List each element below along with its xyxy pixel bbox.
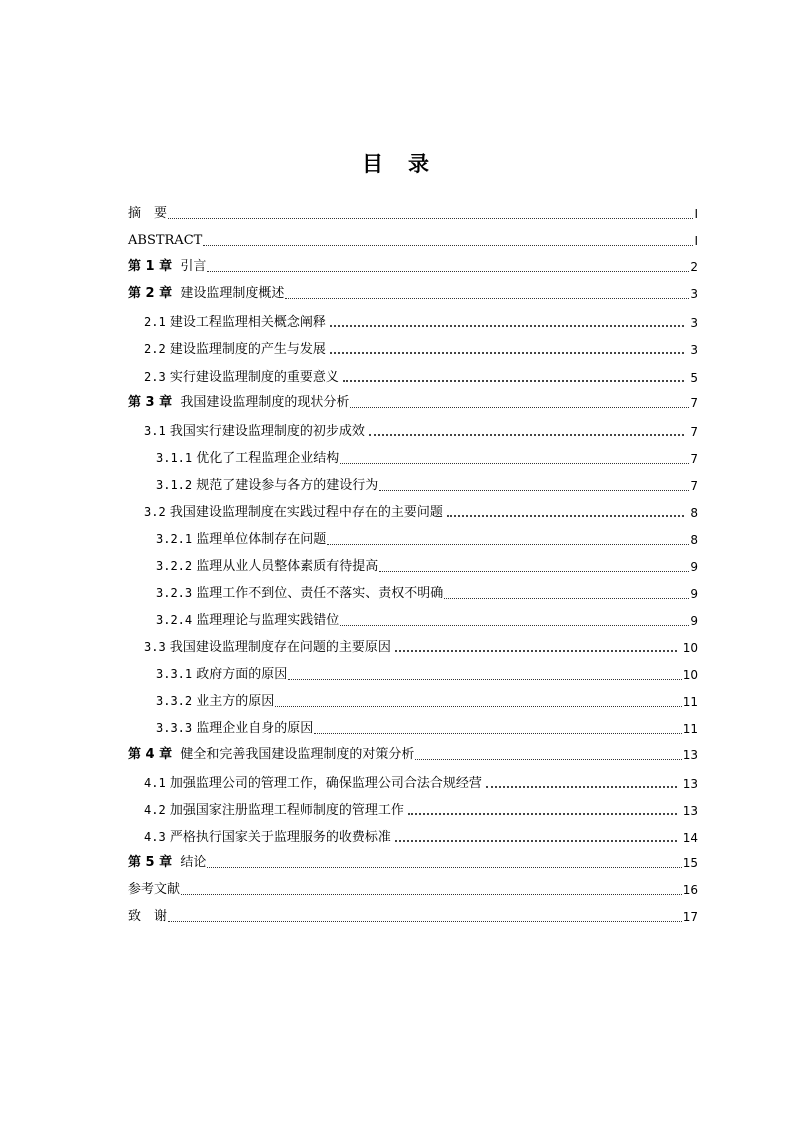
toc-page-number: 7 (690, 479, 698, 493)
toc-section-number: 3.2 (144, 505, 166, 519)
toc-label: 我国建设监理制度的现状分析 (180, 395, 350, 410)
toc-page-number: 8 (690, 506, 698, 520)
toc-entry-abstract-cn[interactable] (128, 200, 698, 222)
toc-label: 我国建设监理制度存在问题的主要原因 (169, 640, 391, 655)
toc-page-number: 11 (682, 695, 698, 709)
toc-label: 我国建设监理制度在实践过程中存在的主要问题 (169, 505, 443, 520)
toc-entry-section-3-3-2[interactable] (156, 688, 698, 710)
toc-section-number: 3.1.1 (156, 451, 193, 465)
toc-entry-section-2-3[interactable] (144, 364, 698, 386)
toc-label: 监理从业人员整体素质有待提高 (196, 559, 379, 574)
toc-label: ABSTRACT (128, 233, 203, 248)
toc-section-number: 2.3 (144, 370, 166, 384)
toc-page-number: 17 (682, 910, 698, 924)
toc-label: 引言 (180, 259, 207, 274)
toc-page-number: 14 (682, 831, 698, 845)
toc-label: 加强监理公司的管理工作，确保监理公司合法合规经营 (169, 776, 482, 791)
toc-entry-section-4-2[interactable] (144, 797, 698, 819)
toc-entry-section-3-3[interactable] (144, 634, 698, 656)
toc-label: 监理工作不到位、责任不落实、责权不明确 (196, 586, 444, 601)
toc-entry-section-3-2-3[interactable] (156, 580, 698, 602)
toc-entry-section-3-2-1[interactable] (156, 526, 698, 548)
toc-label: 结论 (180, 855, 207, 870)
toc-label: 加强国家注册监理工程师制度的管理工作 (169, 803, 404, 818)
toc-page-number: 13 (682, 777, 698, 791)
toc-label: 监理单位体制存在问题 (196, 532, 327, 547)
toc-section-number: 3.3 (144, 640, 166, 654)
toc-section-number: 3.2.4 (156, 613, 193, 627)
toc-entry-chapter-2[interactable] (128, 280, 698, 302)
toc-entry-chapter-1[interactable] (128, 253, 698, 275)
toc-label: 致 谢 (128, 909, 168, 924)
toc-entry-section-4-1[interactable] (144, 770, 698, 792)
toc-section-number: 2.1 (144, 315, 166, 329)
toc-entry-abstract-en[interactable] (128, 227, 698, 249)
toc-section-number: 3.2.2 (156, 559, 193, 573)
toc-page-number: I (694, 207, 698, 221)
toc-label: 健全和完善我国建设监理制度的对策分析 (180, 747, 415, 762)
toc-page-number: 3 (690, 316, 698, 330)
toc-entry-section-2-2[interactable] (144, 336, 698, 358)
toc-section-number: 3.1 (144, 424, 166, 438)
toc-section-number: 3.2.1 (156, 532, 193, 546)
toc-label: 业主方的原因 (196, 694, 275, 709)
toc-page-number: 15 (682, 856, 698, 870)
toc-page-number: 7 (690, 425, 698, 439)
toc-label: 建设监理制度的产生与发展 (169, 342, 326, 357)
toc-page-number: I (694, 234, 698, 248)
toc-section-number: 3.2.3 (156, 586, 193, 600)
toc-section-number: 4.3 (144, 830, 166, 844)
toc-label: 政府方面的原因 (196, 667, 288, 682)
toc-label: 实行建设监理制度的重要意义 (169, 370, 339, 385)
toc-entry-section-3-2-4[interactable] (156, 607, 698, 629)
toc-label: 我国实行建设监理制度的初步成效 (169, 424, 365, 439)
toc-page-number: 10 (682, 641, 698, 655)
toc-chapter-number: 第 3 章 (128, 395, 173, 410)
toc-page-number: 13 (682, 748, 698, 762)
toc-entry-references[interactable] (128, 876, 698, 898)
toc-entry-section-3-3-3[interactable] (156, 715, 698, 737)
toc-section-number: 3.3.1 (156, 667, 193, 681)
toc-page-number: 5 (690, 371, 698, 385)
toc-page-number: 10 (682, 668, 698, 682)
toc-section-number: 4.2 (144, 803, 166, 817)
toc-entry-section-3-2-2[interactable] (156, 553, 698, 575)
toc-page-number: 13 (682, 804, 698, 818)
toc-page-number: 8 (690, 533, 698, 547)
toc-label: 严格执行国家关于监理服务的收费标准 (169, 830, 391, 845)
toc-page-number: 9 (690, 614, 698, 628)
toc-entry-section-2-1[interactable] (144, 309, 698, 331)
toc-page-number: 3 (690, 287, 698, 301)
toc-page-number: 9 (690, 560, 698, 574)
toc-chapter-number: 第 1 章 (128, 259, 173, 274)
toc-page-number: 16 (682, 883, 698, 897)
toc-entry-section-3-1-1[interactable] (156, 445, 698, 467)
toc-section-number: 3.1.2 (156, 478, 193, 492)
toc-label: 监理理论与监理实践错位 (196, 613, 340, 628)
toc-section-number: 4.1 (144, 776, 166, 790)
toc-label: 建设工程监理相关概念阐释 (169, 315, 326, 330)
toc-entry-chapter-3[interactable] (128, 389, 698, 411)
toc-entry-chapter-5[interactable] (128, 849, 698, 871)
toc-label: 监理企业自身的原因 (196, 721, 314, 736)
toc-page-number: 7 (690, 452, 698, 466)
toc-section-number: 3.3.2 (156, 694, 193, 708)
toc-entry-section-3-2[interactable] (144, 499, 698, 521)
toc-label: 参考文献 (128, 882, 181, 897)
toc-label: 规范了建设参与各方的建设行为 (196, 478, 379, 493)
toc-label: 摘 要 (128, 206, 168, 221)
toc-page-number: 2 (690, 260, 698, 274)
toc-entry-section-4-3[interactable] (144, 824, 698, 846)
toc-section-number: 2.2 (144, 342, 166, 356)
toc-label: 建设监理制度概述 (180, 286, 285, 301)
toc-chapter-number: 第 2 章 (128, 286, 173, 301)
toc-page-number: 11 (682, 722, 698, 736)
toc-chapter-number: 第 4 章 (128, 747, 173, 762)
toc-entry-section-3-3-1[interactable] (156, 661, 698, 683)
toc-title: 目 录 (362, 152, 431, 176)
toc-entry-section-3-1-2[interactable] (156, 472, 698, 494)
toc-page-number: 3 (690, 343, 698, 357)
toc-page-number: 9 (690, 587, 698, 601)
toc-entry-chapter-4[interactable] (128, 741, 698, 763)
toc-entry-acknowledgements[interactable] (128, 903, 698, 925)
toc-page-number: 7 (690, 396, 698, 410)
toc-chapter-number: 第 5 章 (128, 855, 173, 870)
toc-entry-section-3-1[interactable] (144, 418, 698, 440)
toc-label: 优化了工程监理企业结构 (196, 451, 340, 466)
toc-section-number: 3.3.3 (156, 721, 193, 735)
